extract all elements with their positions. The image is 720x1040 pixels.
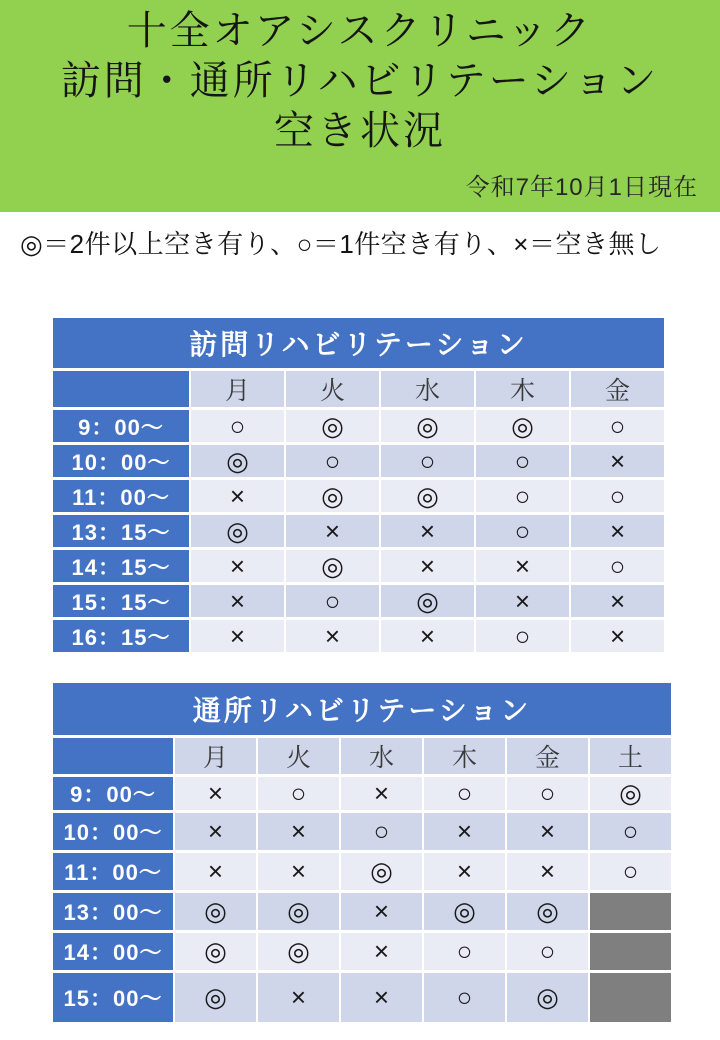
day-header: 月	[175, 738, 256, 774]
availability-cell: ×	[258, 973, 339, 1022]
availability-cell: ×	[571, 585, 664, 617]
availability-cell: ×	[341, 973, 422, 1022]
availability-cell: ○	[424, 777, 505, 810]
availability-cell: ○	[571, 480, 664, 512]
corner-cell	[53, 738, 173, 774]
availability-cell: ○	[191, 410, 284, 442]
availability-cell: ×	[191, 480, 284, 512]
time-slot-label: 10：00～	[53, 445, 189, 477]
availability-cell: ○	[507, 777, 588, 810]
poster-header	[0, 0, 720, 212]
availability-cell: ○	[424, 933, 505, 970]
availability-cell: ◎	[286, 480, 379, 512]
availability-cell: ○	[476, 515, 569, 547]
time-slot-label: 9：00～	[53, 777, 173, 810]
clinic-title	[0, 0, 720, 156]
unavailable-cell	[590, 933, 671, 970]
unavailable-cell	[590, 893, 671, 930]
day-header: 土	[590, 738, 671, 774]
availability-cell: ×	[175, 777, 256, 810]
availability-cell: ×	[476, 550, 569, 582]
availability-cell: ×	[571, 620, 664, 652]
availability-cell: ×	[507, 813, 588, 850]
day-header: 木	[424, 738, 505, 774]
availability-cell: ○	[286, 585, 379, 617]
availability-cell: ○	[258, 777, 339, 810]
visit-rehab-table	[51, 315, 666, 655]
availability-cell: ×	[286, 620, 379, 652]
time-slot-label: 13：00～	[53, 893, 173, 930]
day-header: 火	[286, 371, 379, 407]
clinic-title-line-1: 十全オアシスクリニック	[126, 9, 594, 53]
time-slot-label: 11：00～	[53, 480, 189, 512]
time-slot-label: 9：00～	[53, 410, 189, 442]
day-header: 木	[476, 371, 569, 407]
day-header: 水	[381, 371, 474, 407]
availability-cell: ×	[286, 515, 379, 547]
day-header: 金	[507, 738, 588, 774]
availability-cell: ○	[571, 410, 664, 442]
clinic-title-line-2: 訪問・通所リハビリテーション	[60, 59, 660, 103]
day-header: 火	[258, 738, 339, 774]
availability-cell: ○	[590, 813, 671, 850]
availability-cell: ×	[191, 550, 284, 582]
availability-cell: ○	[476, 480, 569, 512]
time-slot-label: 13：15～	[53, 515, 189, 547]
availability-cell: ×	[424, 853, 505, 890]
availability-cell: ○	[341, 813, 422, 850]
availability-cell: ◎	[191, 515, 284, 547]
time-slot-label: 16：15～	[53, 620, 189, 652]
time-slot-label: 11：00～	[53, 853, 173, 890]
availability-cell: ◎	[507, 893, 588, 930]
time-slot-label: 14：00～	[53, 933, 173, 970]
availability-cell: ×	[175, 853, 256, 890]
availability-cell: ◎	[286, 410, 379, 442]
availability-cell: ◎	[381, 480, 474, 512]
availability-cell: ○	[571, 550, 664, 582]
availability-cell: ◎	[590, 777, 671, 810]
availability-cell: ×	[381, 620, 474, 652]
availability-cell: ×	[381, 550, 474, 582]
availability-cell: ○	[381, 445, 474, 477]
day-header: 金	[571, 371, 664, 407]
availability-cell: ○	[476, 620, 569, 652]
time-slot-label: 15：15～	[53, 585, 189, 617]
availability-cell: ◎	[191, 445, 284, 477]
availability-cell: ○	[590, 853, 671, 890]
table-title: 訪問リハビリテーション	[53, 318, 664, 368]
availability-cell: ×	[341, 933, 422, 970]
table-title: 通所リハビリテーション	[53, 683, 671, 735]
availability-cell: ○	[424, 973, 505, 1022]
availability-cell: ×	[175, 813, 256, 850]
availability-cell: ◎	[175, 933, 256, 970]
availability-cell: ×	[258, 853, 339, 890]
day-header: 月	[191, 371, 284, 407]
availability-cell: ×	[476, 585, 569, 617]
availability-cell: ◎	[424, 893, 505, 930]
time-slot-label: 15：00～	[53, 973, 173, 1022]
availability-cell: ×	[191, 585, 284, 617]
availability-cell: ◎	[258, 933, 339, 970]
daycare-rehab-table	[51, 680, 673, 1025]
availability-cell: ◎	[507, 973, 588, 1022]
availability-cell: ◎	[286, 550, 379, 582]
availability-cell: ◎	[381, 410, 474, 442]
availability-cell: ×	[571, 445, 664, 477]
day-header: 水	[341, 738, 422, 774]
availability-cell: ×	[424, 813, 505, 850]
availability-cell: ×	[507, 853, 588, 890]
availability-cell: ◎	[258, 893, 339, 930]
availability-cell: ×	[258, 813, 339, 850]
as-of-date: 令和7年10月1日現在	[465, 174, 698, 201]
availability-cell: ○	[286, 445, 379, 477]
unavailable-cell	[590, 973, 671, 1022]
clinic-title-line-3: 空き状況	[274, 109, 446, 153]
time-slot-label: 14：15～	[53, 550, 189, 582]
time-slot-label: 10：00～	[53, 813, 173, 850]
availability-cell: ○	[507, 933, 588, 970]
availability-cell: ×	[341, 777, 422, 810]
availability-cell: ◎	[175, 893, 256, 930]
availability-cell: ◎	[175, 973, 256, 1022]
availability-cell: ◎	[381, 585, 474, 617]
availability-cell: ○	[476, 445, 569, 477]
availability-cell: ×	[191, 620, 284, 652]
availability-cell: ◎	[341, 853, 422, 890]
corner-cell	[53, 371, 189, 407]
availability-cell: ×	[381, 515, 474, 547]
availability-cell: ×	[571, 515, 664, 547]
availability-cell: ◎	[476, 410, 569, 442]
legend-text: ◎＝2件以上空き有り、○＝1件空き有り、×＝空き無し	[20, 229, 662, 259]
availability-cell: ×	[341, 893, 422, 930]
